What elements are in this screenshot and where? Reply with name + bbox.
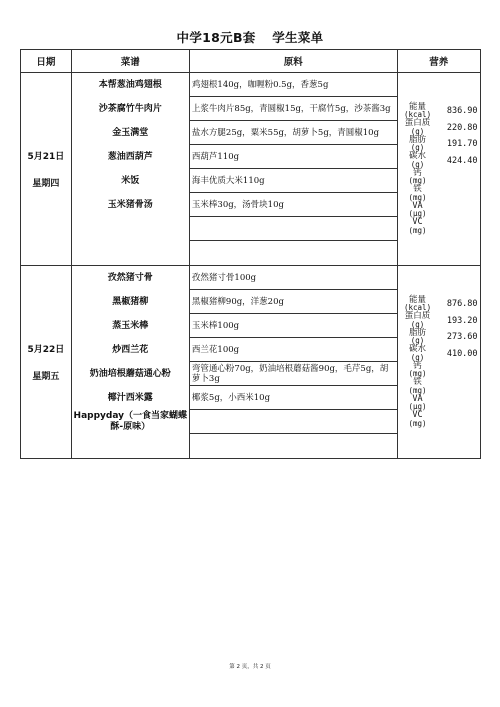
nutrient-unit: (kcal) bbox=[404, 110, 432, 120]
nutrient-unit: (g) bbox=[410, 319, 425, 329]
nutrient-unit: (g) bbox=[410, 159, 425, 169]
nutrient-unit: (g) bbox=[410, 352, 425, 362]
header-ingredients: 原料 bbox=[190, 50, 398, 72]
header-nutrition: 营养 bbox=[429, 57, 449, 68]
dish-name: 孜然猪寸骨 bbox=[107, 272, 153, 283]
nutrient-value: 220.80 bbox=[446, 122, 478, 133]
nutrient-label bbox=[398, 218, 438, 235]
nutrient-value: 193.20 bbox=[446, 315, 478, 326]
ingredient-cell: 玉米棒100g bbox=[190, 314, 397, 338]
dish-name: 奶油培根蘑菇通心粉 bbox=[89, 368, 171, 379]
nutrition-row bbox=[398, 120, 480, 137]
day-block bbox=[21, 73, 480, 266]
ingredient-cell bbox=[190, 410, 397, 434]
nutrient-label bbox=[398, 312, 438, 329]
nutrient-name: 碳水 bbox=[409, 151, 427, 162]
ingredients-column bbox=[190, 73, 398, 265]
weekday-label: 星期四 bbox=[32, 179, 60, 189]
nutrient-name: 蛋白质 bbox=[404, 311, 431, 322]
nutrient-value: 836.90 bbox=[446, 106, 478, 116]
nutrition-row bbox=[398, 169, 480, 186]
nutrient-unit: (μg) bbox=[408, 402, 427, 412]
weekday-label: 星期五 bbox=[32, 372, 60, 382]
nutrient-name: 蛋白质 bbox=[404, 118, 431, 129]
nutrient-unit: (mg) bbox=[408, 369, 427, 379]
nutrient-value: 410.00 bbox=[446, 348, 478, 359]
nutrition-row bbox=[398, 313, 480, 330]
dish-column bbox=[72, 73, 190, 265]
ingredient-cell bbox=[190, 217, 397, 241]
nutrition-row bbox=[398, 362, 480, 379]
dish-name: 葱油西葫芦 bbox=[107, 151, 153, 162]
nutrient-unit: (mg) bbox=[408, 176, 427, 186]
dish-name: 米饭 bbox=[121, 175, 140, 186]
day-block bbox=[21, 266, 480, 459]
ingredient-cell: 弯管通心粉70g，奶油培根蘑菇酱90g，毛芹5g，胡萝卜3g bbox=[190, 362, 397, 386]
nutrition-row bbox=[398, 379, 480, 396]
nutrient-name: 铁 bbox=[413, 377, 422, 388]
header-date: 日期 bbox=[21, 50, 72, 72]
nutrient-name: VC bbox=[412, 217, 423, 228]
nutrient-name: 脂肪 bbox=[409, 134, 427, 145]
nutrient-value: 424.40 bbox=[446, 155, 478, 166]
nutrient-unit: (mg) bbox=[408, 192, 427, 202]
ingredient-cell: 西葫芦110g bbox=[190, 145, 397, 169]
menu-table bbox=[20, 49, 481, 459]
nutrient-value: 273.60 bbox=[446, 332, 478, 342]
nutrition-column bbox=[398, 73, 480, 265]
nutrient-name: 能量 bbox=[409, 294, 427, 305]
nutrient-name: 铁 bbox=[413, 184, 422, 195]
nutrition-row bbox=[398, 186, 480, 203]
page-footer: 第 2 页，共 2 页 bbox=[229, 664, 271, 670]
nutrient-name: VA bbox=[412, 393, 423, 404]
nutrient-value: 876.80 bbox=[446, 299, 478, 309]
ingredient-cell: 孜然猪寸骨100g bbox=[190, 266, 397, 290]
table-header bbox=[21, 50, 480, 73]
nutrient-unit: (g) bbox=[410, 336, 425, 346]
dish-name: 蒸玉米棒 bbox=[112, 320, 149, 331]
nutrient-unit: (mg) bbox=[408, 385, 427, 395]
title-sub: 学生菜单 bbox=[272, 30, 324, 45]
nutrition-row bbox=[398, 346, 480, 363]
nutrient-name: 能量 bbox=[409, 101, 427, 112]
dish-name: 玉米猪骨汤 bbox=[107, 199, 153, 210]
header-dish: 菜谱 bbox=[72, 50, 190, 72]
nutrition-row bbox=[398, 202, 480, 219]
ingredient-cell: 黑椒猪柳90g，洋葱20g bbox=[190, 290, 397, 314]
nutrition-column bbox=[398, 266, 480, 458]
ingredients-column bbox=[190, 266, 398, 458]
nutrient-label bbox=[398, 395, 438, 412]
date-cell bbox=[21, 73, 72, 265]
ingredient-cell bbox=[190, 241, 397, 265]
dish-name: 沙茶腐竹牛肉片 bbox=[98, 103, 162, 114]
nutrient-unit: (g) bbox=[410, 126, 425, 136]
nutrition-row bbox=[398, 412, 480, 429]
nutrition-row bbox=[398, 395, 480, 412]
nutrient-name: VA bbox=[412, 200, 423, 211]
nutrient-label bbox=[398, 378, 438, 395]
date-label: 5月21日 bbox=[27, 152, 65, 162]
ingredient-cell: 海丰优质大米110g bbox=[190, 169, 397, 193]
nutrient-unit: (kcal) bbox=[404, 303, 432, 313]
ingredient-cell: 西兰花100g bbox=[190, 338, 397, 362]
dish-name: 金玉满堂 bbox=[112, 127, 149, 138]
nutrient-unit: (mg) bbox=[408, 418, 427, 428]
nutrient-label bbox=[398, 202, 438, 219]
dish-name: 炒西兰花 bbox=[112, 344, 149, 355]
dish-name: 本帮葱油鸡翅根 bbox=[98, 79, 162, 90]
dish-column bbox=[72, 266, 190, 458]
date-label: 5月22日 bbox=[27, 345, 65, 355]
nutrient-name: 碳水 bbox=[409, 344, 427, 355]
nutrition-row bbox=[398, 219, 480, 236]
ingredient-cell: 鸡翅根140g，咖喱粉0.5g，香葱5g bbox=[190, 73, 397, 97]
nutrient-label bbox=[398, 345, 438, 362]
nutrient-label bbox=[398, 152, 438, 169]
nutrient-unit: (g) bbox=[410, 143, 425, 153]
ingredient-cell: 上浆牛肉片85g，青圆椒15g，干腐竹5g，沙茶酱3g bbox=[190, 97, 397, 121]
dish-name: 黑椒猪柳 bbox=[112, 296, 149, 307]
page-title bbox=[0, 28, 500, 46]
nutrient-unit: (μg) bbox=[408, 209, 427, 219]
nutrient-label bbox=[398, 185, 438, 202]
date-cell bbox=[21, 266, 72, 458]
nutrient-label bbox=[398, 119, 438, 136]
title-main: 中学18元B套 bbox=[176, 30, 256, 45]
nutrient-name: VC bbox=[412, 410, 423, 421]
nutrient-name: 钙 bbox=[413, 167, 422, 178]
nutrient-unit: (mg) bbox=[408, 225, 427, 235]
nutrition-row bbox=[398, 153, 480, 170]
ingredient-cell: 椰浆5g，小西米10g bbox=[190, 386, 397, 410]
nutrient-value: 191.70 bbox=[446, 139, 478, 149]
ingredient-cell: 玉米棒30g，汤骨块10g bbox=[190, 193, 397, 217]
nutrient-name: 脂肪 bbox=[409, 327, 427, 338]
nutrient-label bbox=[398, 411, 438, 428]
dish-name: Happyday（一食当家蝴蝶酥-原味） bbox=[73, 411, 188, 432]
ingredient-cell: 盐水方腿25g，粟米55g，胡萝卜5g，青圆椒10g bbox=[190, 121, 397, 145]
nutrient-name: 钙 bbox=[413, 360, 422, 371]
dish-name: 椰汁西米露 bbox=[107, 392, 153, 403]
ingredient-cell bbox=[190, 434, 397, 458]
